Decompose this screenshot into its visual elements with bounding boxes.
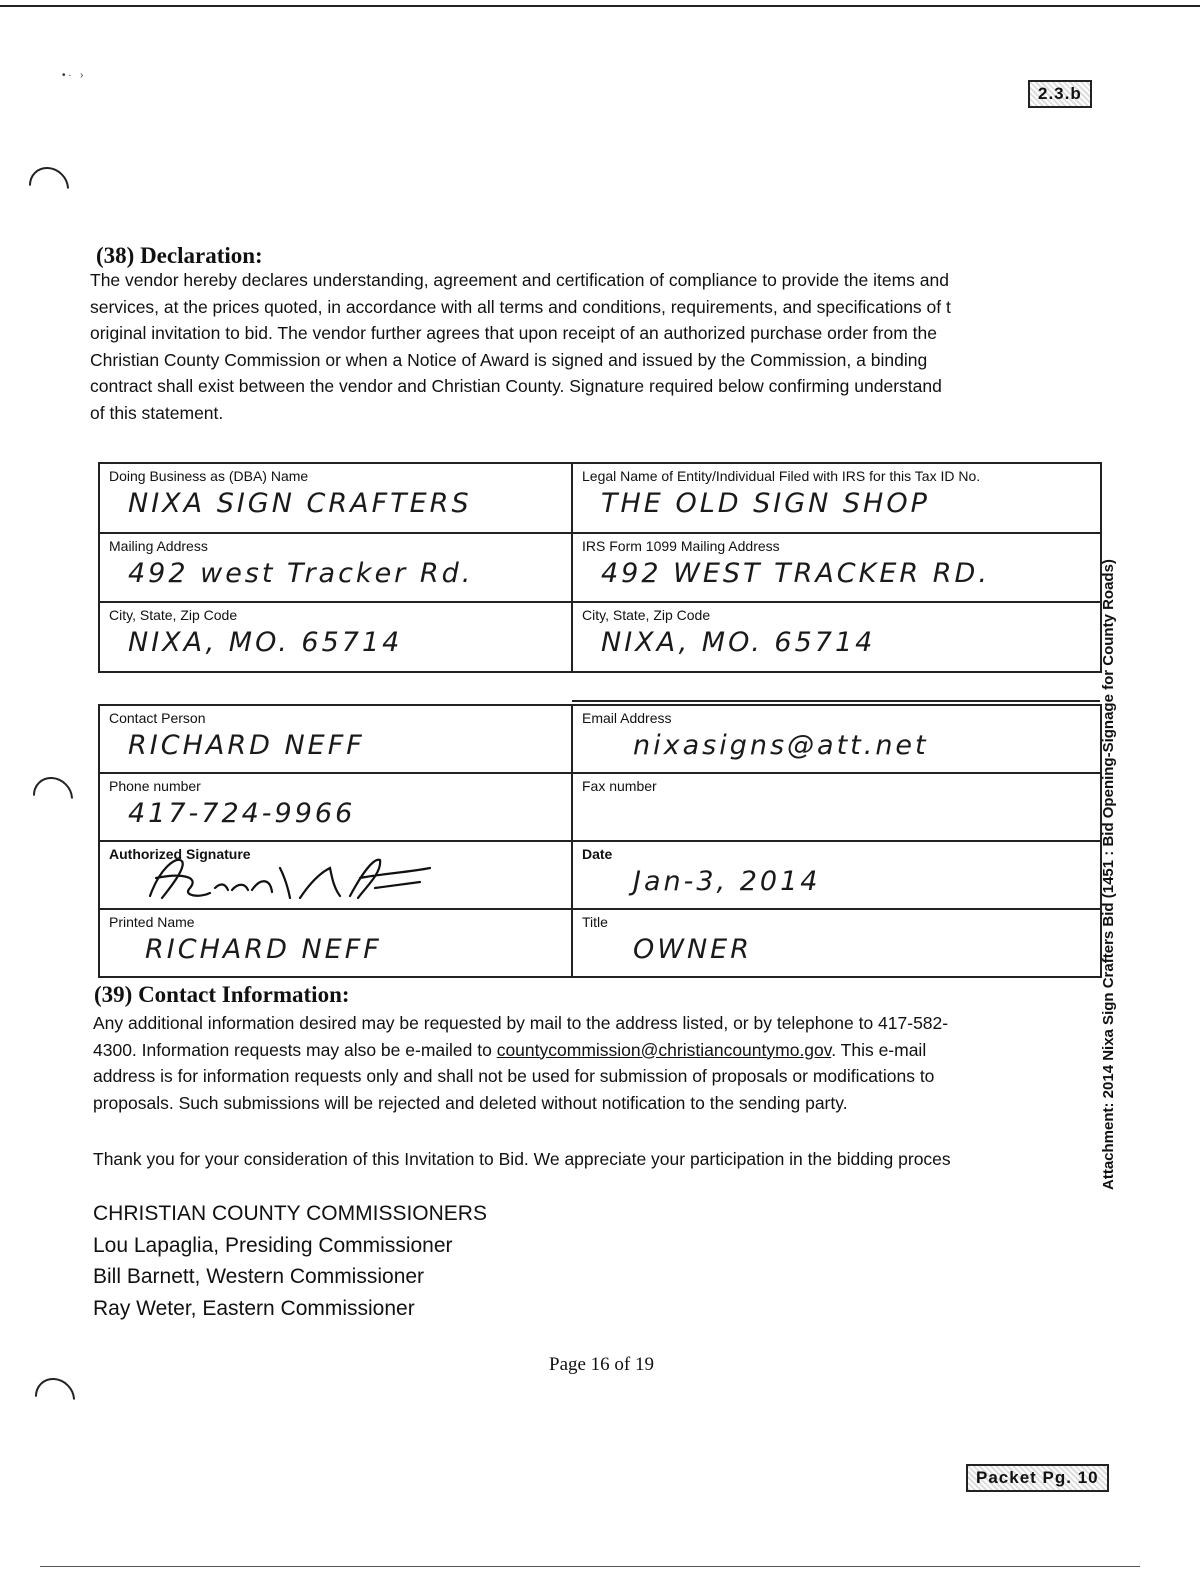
title-value: OWNER [633,934,752,965]
page-number: Page 16 of 19 [549,1354,655,1375]
declaration-line: of this statement. [90,402,224,423]
title-cell [572,909,1101,977]
side-attachment-label: Attachment: 2014 Nixa Sign Crafters Bid (1451 : Bid Opening-Signage for County Roads) [1100,559,1117,1190]
legal-name-cell [572,463,1101,533]
contact-info-text: . This e-mail [831,1039,927,1060]
city-cell [99,602,572,672]
date-value: Jan-3, 2014 [633,866,821,897]
legal-name-label: Legal Name of Entity/Individual Filed with IRS for this Tax ID No. [582,468,981,484]
date-label: Date [582,846,613,862]
legal-name-value: THE OLD SIGN SHOP [601,488,930,519]
top-border-line [0,5,1200,7]
punch-hole-middle [25,769,82,826]
email-label: Email Address [582,710,672,726]
county-email-link[interactable]: countycommission@christiancountymo.gov [496,1039,832,1060]
mailing-address-cell [99,533,572,602]
declaration-paragraph [90,267,1098,426]
separator-line [572,700,1100,702]
commissioner-name: Ray Weter, Eastern Commissioner [93,1296,415,1320]
commissioners-title: CHRISTIAN COUNTY COMMISSIONERS [93,1202,487,1225]
irs-city-label: City, State, Zip Code [582,607,711,623]
contact-person-label: Contact Person [109,710,206,726]
dba-label: Doing Business as (DBA) Name [109,468,309,484]
dba-value: NIXA SIGN CRAFTERS [128,488,472,519]
thank-you-line: Thank you for your consideration of this Invitation to Bid. We appreciate your participation in the bidding proces [93,1149,951,1169]
email-cell [572,705,1101,773]
contact-info-line [93,1037,1098,1064]
badge-top: 2.3.b [1028,80,1092,108]
printed-name-label: Printed Name [109,914,195,930]
badge-bottom: Packet Pg. 10 [966,1464,1109,1492]
declaration-line: services, at the prices quoted, in accordance with all terms and conditions, requirements, and specifications of t [90,296,951,317]
contact-information-heading: (39) Contact Information: [94,982,350,1007]
irs-city-cell [572,602,1101,672]
fax-cell [572,773,1101,841]
city-value: NIXA, MO. 65714 [128,627,403,658]
scan-specks: • · › [62,70,84,81]
fax-value [573,796,1100,798]
date-cell [572,841,1101,909]
punch-hole-bottom [27,1370,84,1427]
printed-name-cell [99,909,572,977]
phone-label: Phone number [109,778,201,794]
city-label: City, State, Zip Code [109,607,238,623]
contact-person-value: RICHARD NEFF [128,730,365,761]
bottom-border-line [40,1566,1140,1567]
fax-label: Fax number [582,778,657,794]
vendor-info-table [98,462,1102,673]
contact-info-line: proposals. Such submissions will be rejected and deleted without notification to the sending party. [93,1092,848,1113]
declaration-heading: (38) Declaration: [96,243,263,268]
irs-address-value: 492 WEST TRACKER RD. [601,558,990,589]
phone-value: 417-724-9966 [128,798,356,829]
printed-name-value: RICHARD NEFF [145,934,382,965]
declaration-line: Christian County Commission or when a Notice of Award is signed and issued by the Commission, a binding [90,349,928,370]
contact-information-paragraph [93,1010,1098,1116]
commissioner-name: Lou Lapaglia, Presiding Commissioner [93,1233,453,1257]
declaration-line: contract shall exist between the vendor and Christian County. Signature required below confirming understand [90,376,942,396]
dba-cell [99,463,572,533]
signature-cell [99,841,572,909]
phone-cell [99,773,572,841]
declaration-line: original invitation to bid. The vendor further agrees that upon receipt of an authorized purchase order from the [90,323,937,343]
irs-address-cell [572,533,1101,602]
signature-image [120,848,450,910]
mailing-address-label: Mailing Address [109,538,208,554]
contact-info-line: Any additional information desired may be requested by mail to the address listed, or by telephone to 417-582- [93,1013,949,1033]
mailing-address-value: 492 west Tracker Rd. [128,558,474,589]
commissioner-name: Bill Barnett, Western Commissioner [93,1265,425,1288]
irs-address-label: IRS Form 1099 Mailing Address [582,538,780,554]
contact-info-table [98,704,1102,978]
contact-info-line: address is for information requests only and shall not be used for submission of proposals or modifications to [93,1066,935,1086]
signature-label: Authorized Signature [109,846,251,862]
punch-hole-top [21,159,78,216]
title-label: Title [582,914,608,930]
contact-person-cell [99,705,572,773]
commissioners-block [93,1198,487,1324]
contact-info-text: 4300. Information requests may also be e-mailed to [93,1039,497,1060]
irs-city-value: NIXA, MO. 65714 [601,627,876,658]
email-value: nixasigns@att.net [633,730,929,761]
declaration-line: The vendor hereby declares understanding, agreement and certification of compliance to provide the items and [90,270,949,290]
